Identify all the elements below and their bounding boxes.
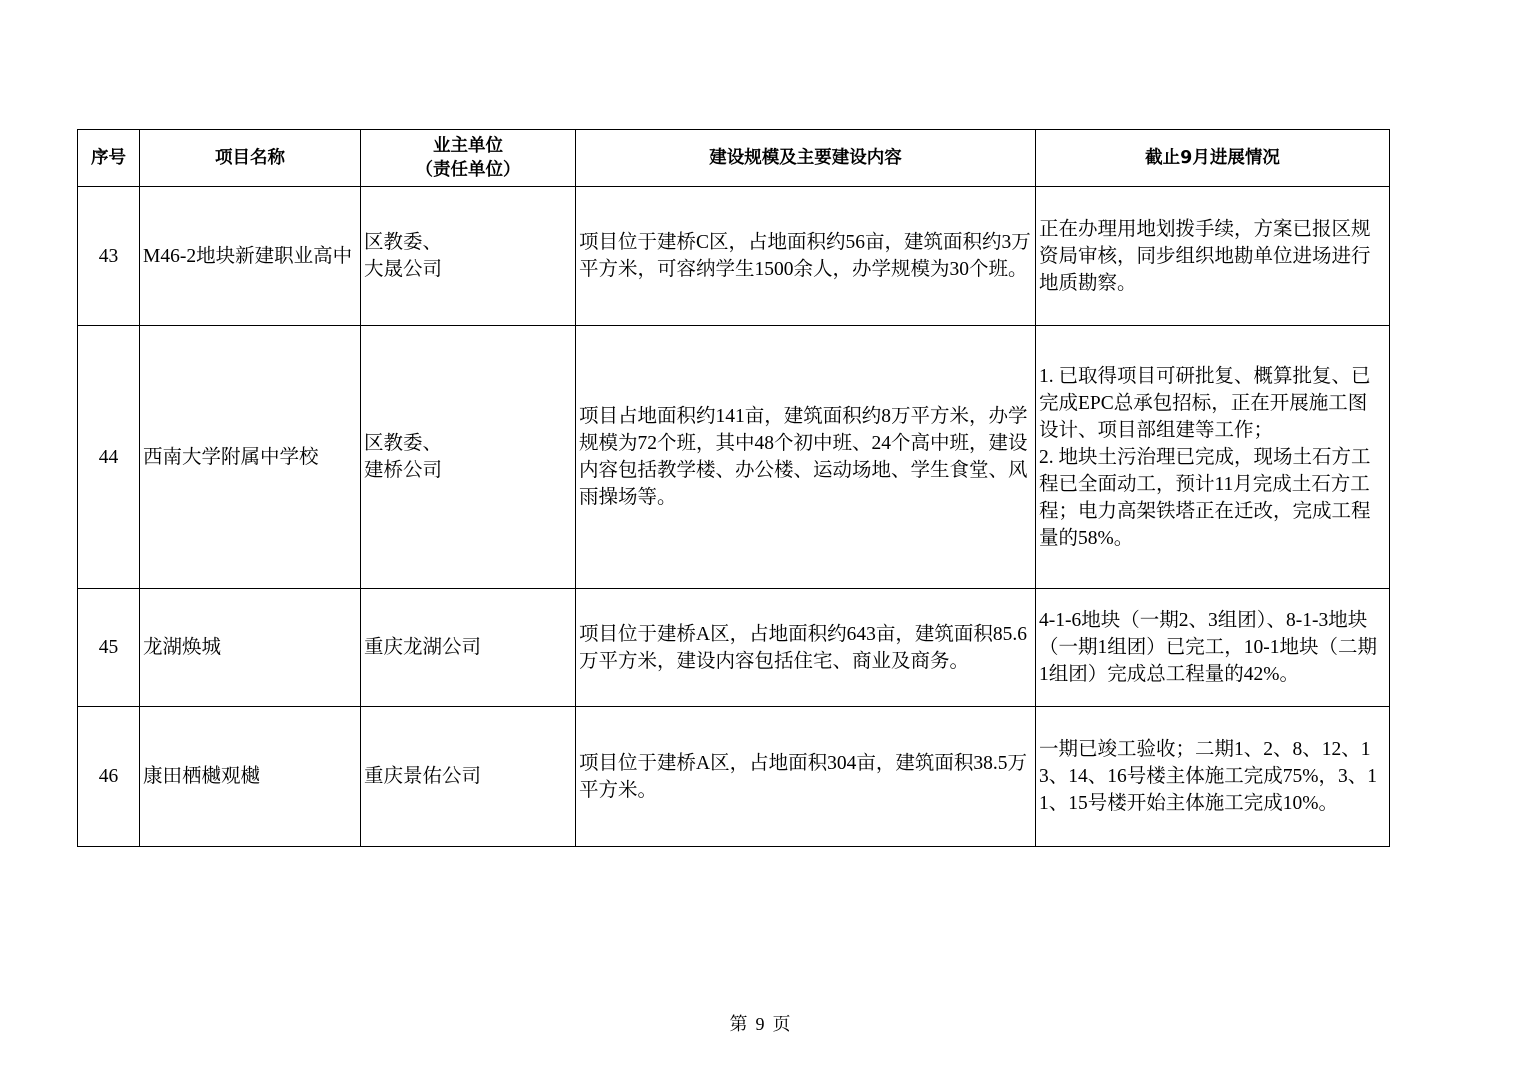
row-owner-line: 建桥公司: [364, 460, 443, 481]
row-owner: [361, 187, 576, 326]
header-owner-line2: （责任单位）: [415, 160, 521, 180]
row-progress: 正在办理用地划拨手续，方案已报区规资局审核，同步组织地勘单位进场进行地质勘察。: [1036, 187, 1390, 326]
header-scale: 建设规模及主要建设内容: [576, 130, 1036, 187]
table-row: [78, 589, 1390, 707]
header-seq: 序号: [78, 130, 140, 187]
row-scale: 项目占地面积约141亩，建筑面积约8万平方米，办学规模为72个班，其中48个初中班、24个高中班，建设内容包括教学楼、办公楼、运动场地、学生食堂、风雨操场等。: [576, 326, 1036, 589]
row-progress: 4-1-6地块（一期2、3组团）、8-1-3地块（一期1组团）已完工，10-1地块（二期1组团）完成总工程量的42%。: [1036, 589, 1390, 707]
row-owner-line: 大晟公司: [364, 259, 443, 280]
row-progress: 一期已竣工验收；二期1、2、8、12、13、14、16号楼主体施工完成75%，3、11、15号楼开始主体施工完成10%。: [1036, 707, 1390, 847]
header-progress: 截止9月进展情况: [1036, 130, 1390, 187]
row-seq: 43: [78, 187, 140, 326]
row-owner: 重庆龙湖公司: [361, 589, 576, 707]
row-project-name: 康田栖樾观樾: [140, 707, 361, 847]
row-scale: 项目位于建桥C区，占地面积约56亩，建筑面积约3万平方米，可容纳学生1500余人，办学规模为30个班。: [576, 187, 1036, 326]
table-row: [78, 326, 1390, 589]
row-project-name: 西南大学附属中学校: [140, 326, 361, 589]
row-project-name: M46-2地块新建职业高中: [140, 187, 361, 326]
table-row: [78, 187, 1390, 326]
page-footer: [0, 1010, 1520, 1036]
row-seq: 44: [78, 326, 140, 589]
table-header-row: [78, 130, 1390, 187]
header-owner: [361, 130, 576, 187]
footer-prefix: 第: [729, 1014, 748, 1034]
row-owner-line: 区教委、: [364, 232, 443, 253]
row-owner: [361, 326, 576, 589]
row-project-name: 龙湖焕城: [140, 589, 361, 707]
row-progress-item: 2. 地块土污治理已完成，现场土石方工程已全面动工，预计11月完成土石方工程；电力高架铁塔正在迁改，完成工程量的58%。: [1039, 446, 1371, 549]
project-table: [77, 129, 1390, 847]
row-owner-line: 区教委、: [364, 433, 443, 454]
row-scale: 项目位于建桥A区，占地面积304亩，建筑面积38.5万平方米。: [576, 707, 1036, 847]
table-row: [78, 707, 1390, 847]
row-progress: [1036, 326, 1390, 589]
row-seq: 46: [78, 707, 140, 847]
row-seq: 45: [78, 589, 140, 707]
page-number: 9: [755, 1014, 765, 1034]
row-scale: 项目位于建桥A区，占地面积约643亩，建筑面积85.6万平方米，建设内容包括住宅、商业及商务。: [576, 589, 1036, 707]
header-owner-line1: 业主单位: [433, 136, 503, 156]
footer-suffix: 页: [772, 1014, 791, 1034]
header-name: 项目名称: [140, 130, 361, 187]
row-owner: 重庆景佑公司: [361, 707, 576, 847]
row-progress-item: 1. 已取得项目可研批复、概算批复、已完成EPC总承包招标，正在开展施工图设计、项目部组建等工作；: [1039, 365, 1371, 441]
